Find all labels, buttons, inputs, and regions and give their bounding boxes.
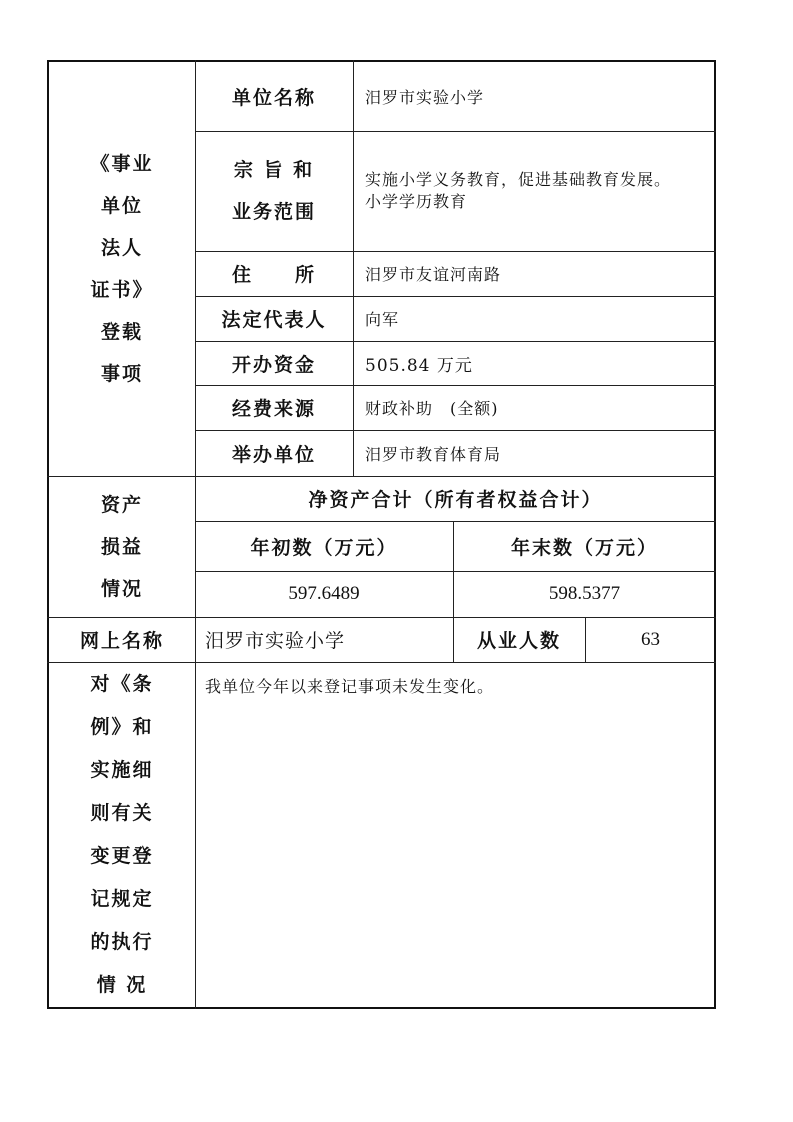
section-label-line: 则有关 — [90, 801, 154, 824]
end-year-label: 年末数（万元） — [510, 536, 658, 559]
section-label-line: 《事业 — [90, 153, 154, 175]
address-value: 汨罗市友谊河南路 — [365, 265, 502, 284]
assets-section-label — [49, 476, 195, 617]
section-label-line: 单位 — [100, 195, 143, 217]
section-label-line: 情况 — [100, 577, 143, 600]
purpose-value-line: 实施小学义务教育，促进基础教育发展。 — [365, 170, 672, 189]
registration-section-label — [49, 62, 195, 476]
online-name-value: 汨罗市实验小学 — [205, 630, 346, 652]
sponsor-label: 举办单位 — [231, 443, 316, 466]
section-label-line: 登载 — [100, 321, 143, 343]
section-label-line: 损益 — [100, 535, 143, 558]
legal-rep-value: 向军 — [365, 310, 400, 329]
section-label-line: 变更登 — [90, 844, 154, 867]
section-label-line: 例》和 — [90, 715, 154, 738]
net-assets-header: 净资产合计（所有者权益合计） — [308, 489, 603, 511]
begin-year-value: 597.6489 — [288, 583, 360, 604]
compliance-section-label — [49, 662, 195, 1007]
unit-name-label: 单位名称 — [231, 87, 316, 109]
section-label-line: 实施细 — [90, 758, 154, 781]
legal-rep-label: 法定代表人 — [221, 309, 327, 331]
funding-label: 经费来源 — [231, 398, 316, 420]
end-year-value: 598.5377 — [548, 583, 621, 604]
address-label: 住 所 — [231, 264, 316, 286]
begin-year-label: 年初数（万元） — [250, 536, 398, 559]
unit-name-value: 汨罗市实验小学 — [365, 88, 485, 107]
section-label-line: 事项 — [100, 363, 143, 385]
staff-count-value: 63 — [641, 628, 660, 650]
funding-value: 财政补助 (全额) — [365, 399, 499, 418]
purpose-label-line: 业务范围 — [231, 201, 316, 223]
online-name-label: 网上名称 — [79, 630, 164, 652]
purpose-value — [353, 131, 716, 251]
compliance-content: 我单位今年以来登记事项未发生变化。 — [205, 677, 495, 696]
section-label-line: 情 况 — [96, 973, 148, 996]
capital-value: 505.84 万元 — [365, 355, 473, 376]
sponsor-value: 汨罗市教育体育局 — [365, 444, 502, 464]
section-label-line: 的执行 — [90, 930, 154, 953]
purpose-label — [195, 131, 353, 251]
staff-count-label: 从业人数 — [476, 630, 561, 652]
section-label-line: 证书》 — [90, 279, 154, 301]
section-label-line: 对《条 — [90, 672, 154, 695]
section-label-line: 记规定 — [90, 887, 154, 910]
purpose-value-line: 小学学历教育 — [365, 192, 468, 211]
purpose-label-line: 宗 旨 和 — [233, 159, 315, 181]
capital-label: 开办资金 — [231, 353, 316, 376]
section-label-line: 法人 — [100, 237, 143, 259]
section-label-line: 资产 — [100, 493, 143, 516]
